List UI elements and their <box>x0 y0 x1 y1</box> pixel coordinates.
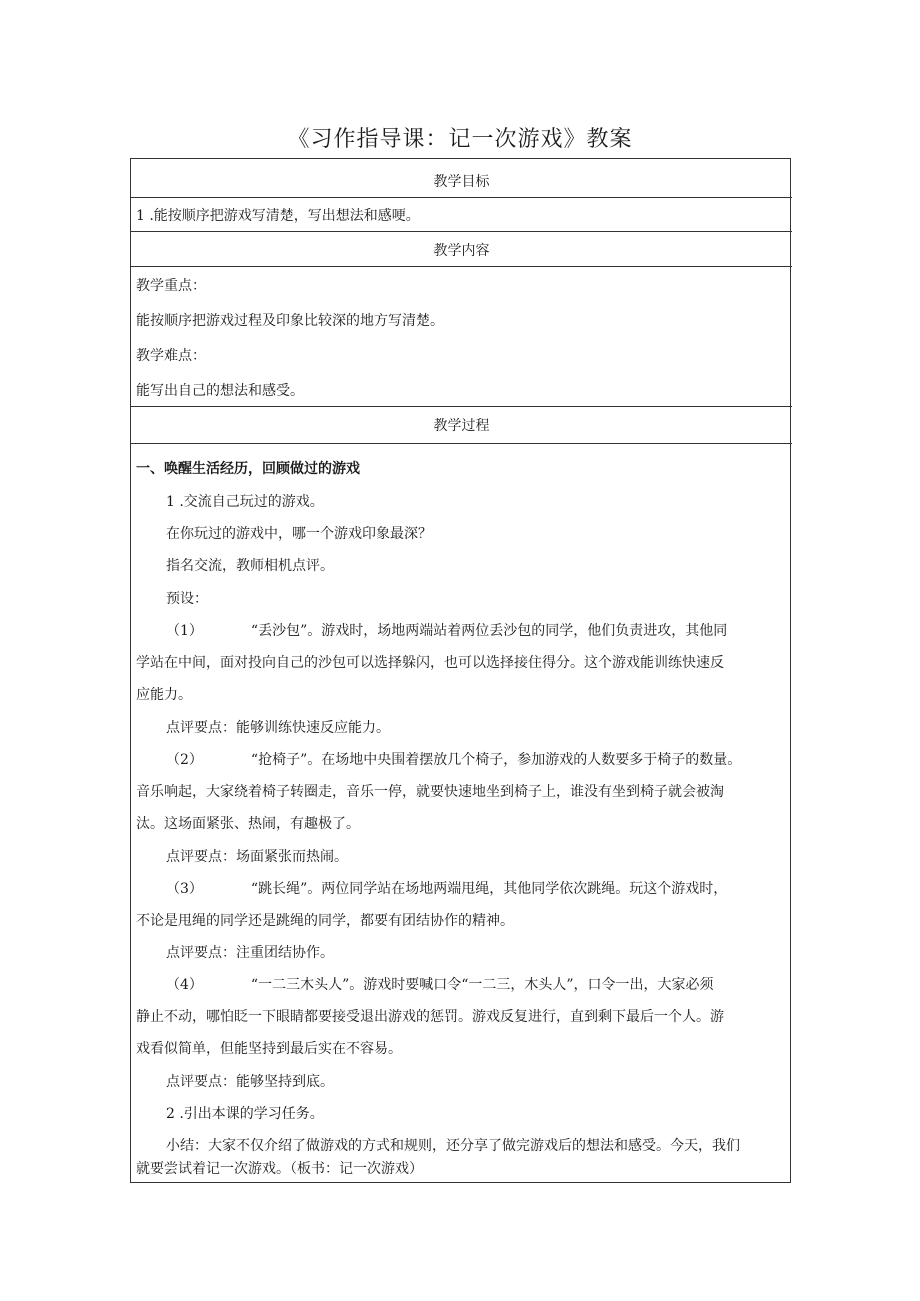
game-item-3 <box>166 879 727 899</box>
goal-heading: 教学目标 <box>433 174 490 190</box>
game-item-4-line-3: 戏看似简单，但能坚持到最后实在不容易。 <box>136 1041 402 1057</box>
key-point-text: 能按顺序把游戏过程及印象比较深的地方写清楚。 <box>136 313 444 329</box>
game-item-2 <box>166 750 741 770</box>
item-text: “丢沙包”。游戏时，场地两端站着两位丢沙包的同学，他们负责进攻，其他同 <box>250 623 728 639</box>
item-text: “抢椅子”。在场地中央围着摆放几个椅子，参加游戏的人数要多于椅子的数量。 <box>250 752 742 768</box>
step-1: 1 .交流自己玩过的游戏。 <box>166 494 324 510</box>
game-item-1 <box>166 621 727 641</box>
step-2: 2 .引出本课的学习任务。 <box>166 1106 324 1122</box>
instruction-text: 指名交流，教师相机点评。 <box>166 558 334 574</box>
document-title: 《习作指导课：记一次游戏》教案 <box>287 127 633 152</box>
row-divider <box>131 266 792 267</box>
difficulty-text: 能写出自己的想法和感受。 <box>136 383 304 399</box>
row-divider <box>131 406 792 407</box>
key-point-label: 教学重点： <box>136 278 206 294</box>
game-item-4 <box>166 975 714 995</box>
preset-label: 预设： <box>166 591 208 607</box>
row-divider <box>131 231 792 232</box>
part1-heading: 一、唤醒生活经历，回顾做过的游戏 <box>136 461 360 477</box>
game-item-4-comment: 点评要点：能够坚持到底。 <box>166 1074 334 1090</box>
summary-line-1: 小结：大家不仅介绍了做游戏的方式和规则，还分享了做完游戏后的想法和感受。今天，我们 <box>166 1138 740 1154</box>
game-item-3-line-2: 不论是甩绳的同学还是跳绳的同学，都要有团结协作的精神。 <box>136 913 514 929</box>
row-divider <box>131 197 792 198</box>
process-heading: 教学过程 <box>433 418 490 434</box>
lesson-plan-table <box>130 158 791 1183</box>
item-text: “一二三木头人”。游戏时要喊口令“一二三，木头人”，口令一出，大家必须 <box>250 977 714 993</box>
goal-item-1: 1 .能按顺序把游戏写清楚，写出想法和感哽。 <box>136 208 420 224</box>
difficulty-label: 教学难点： <box>136 348 206 364</box>
item-number: （3） <box>166 881 203 897</box>
game-item-1-comment: 点评要点：能够训练快速反应能力。 <box>166 720 390 736</box>
game-item-1-line-3: 应能力。 <box>136 687 192 703</box>
game-item-2-line-2: 音乐响起，大家绕着椅子转圈走，音乐一停，就要快速地坐到椅子上，谁没有坐到椅子就会被淘 <box>136 784 724 800</box>
game-item-2-line-3: 汰。这场面紧张、热闹，有趣极了。 <box>136 816 360 832</box>
content-heading: 教学内容 <box>433 243 490 259</box>
game-item-3-comment: 点评要点：注重团结协作。 <box>166 945 334 961</box>
row-divider <box>131 443 792 444</box>
question-text: 在你玩过的游戏中，哪一个游戏印象最深？ <box>166 526 432 542</box>
game-item-2-comment: 点评要点：场面紧张而热闹。 <box>166 849 348 865</box>
item-number: （1） <box>166 623 203 639</box>
item-number: （4） <box>166 977 203 993</box>
summary-line-2: 就要尝试着记一次游戏。（板书：记一次游戏） <box>136 1161 423 1177</box>
game-item-1-line-2: 学站在中间，面对投向自己的沙包可以选择躲闪，也可以选择接住得分。这个游戏能训练快速反 <box>136 655 724 671</box>
game-item-4-line-2: 静止不动，哪怕眨一下眼睛都要接受退出游戏的惩罚。游戏反复进行，直到剩下最后一个人。游 <box>136 1009 724 1025</box>
item-number: （2） <box>166 752 203 768</box>
item-text: “跳长绳”。两位同学站在场地两端甩绳，其他同学依次跳绳。玩这个游戏时， <box>250 881 728 897</box>
